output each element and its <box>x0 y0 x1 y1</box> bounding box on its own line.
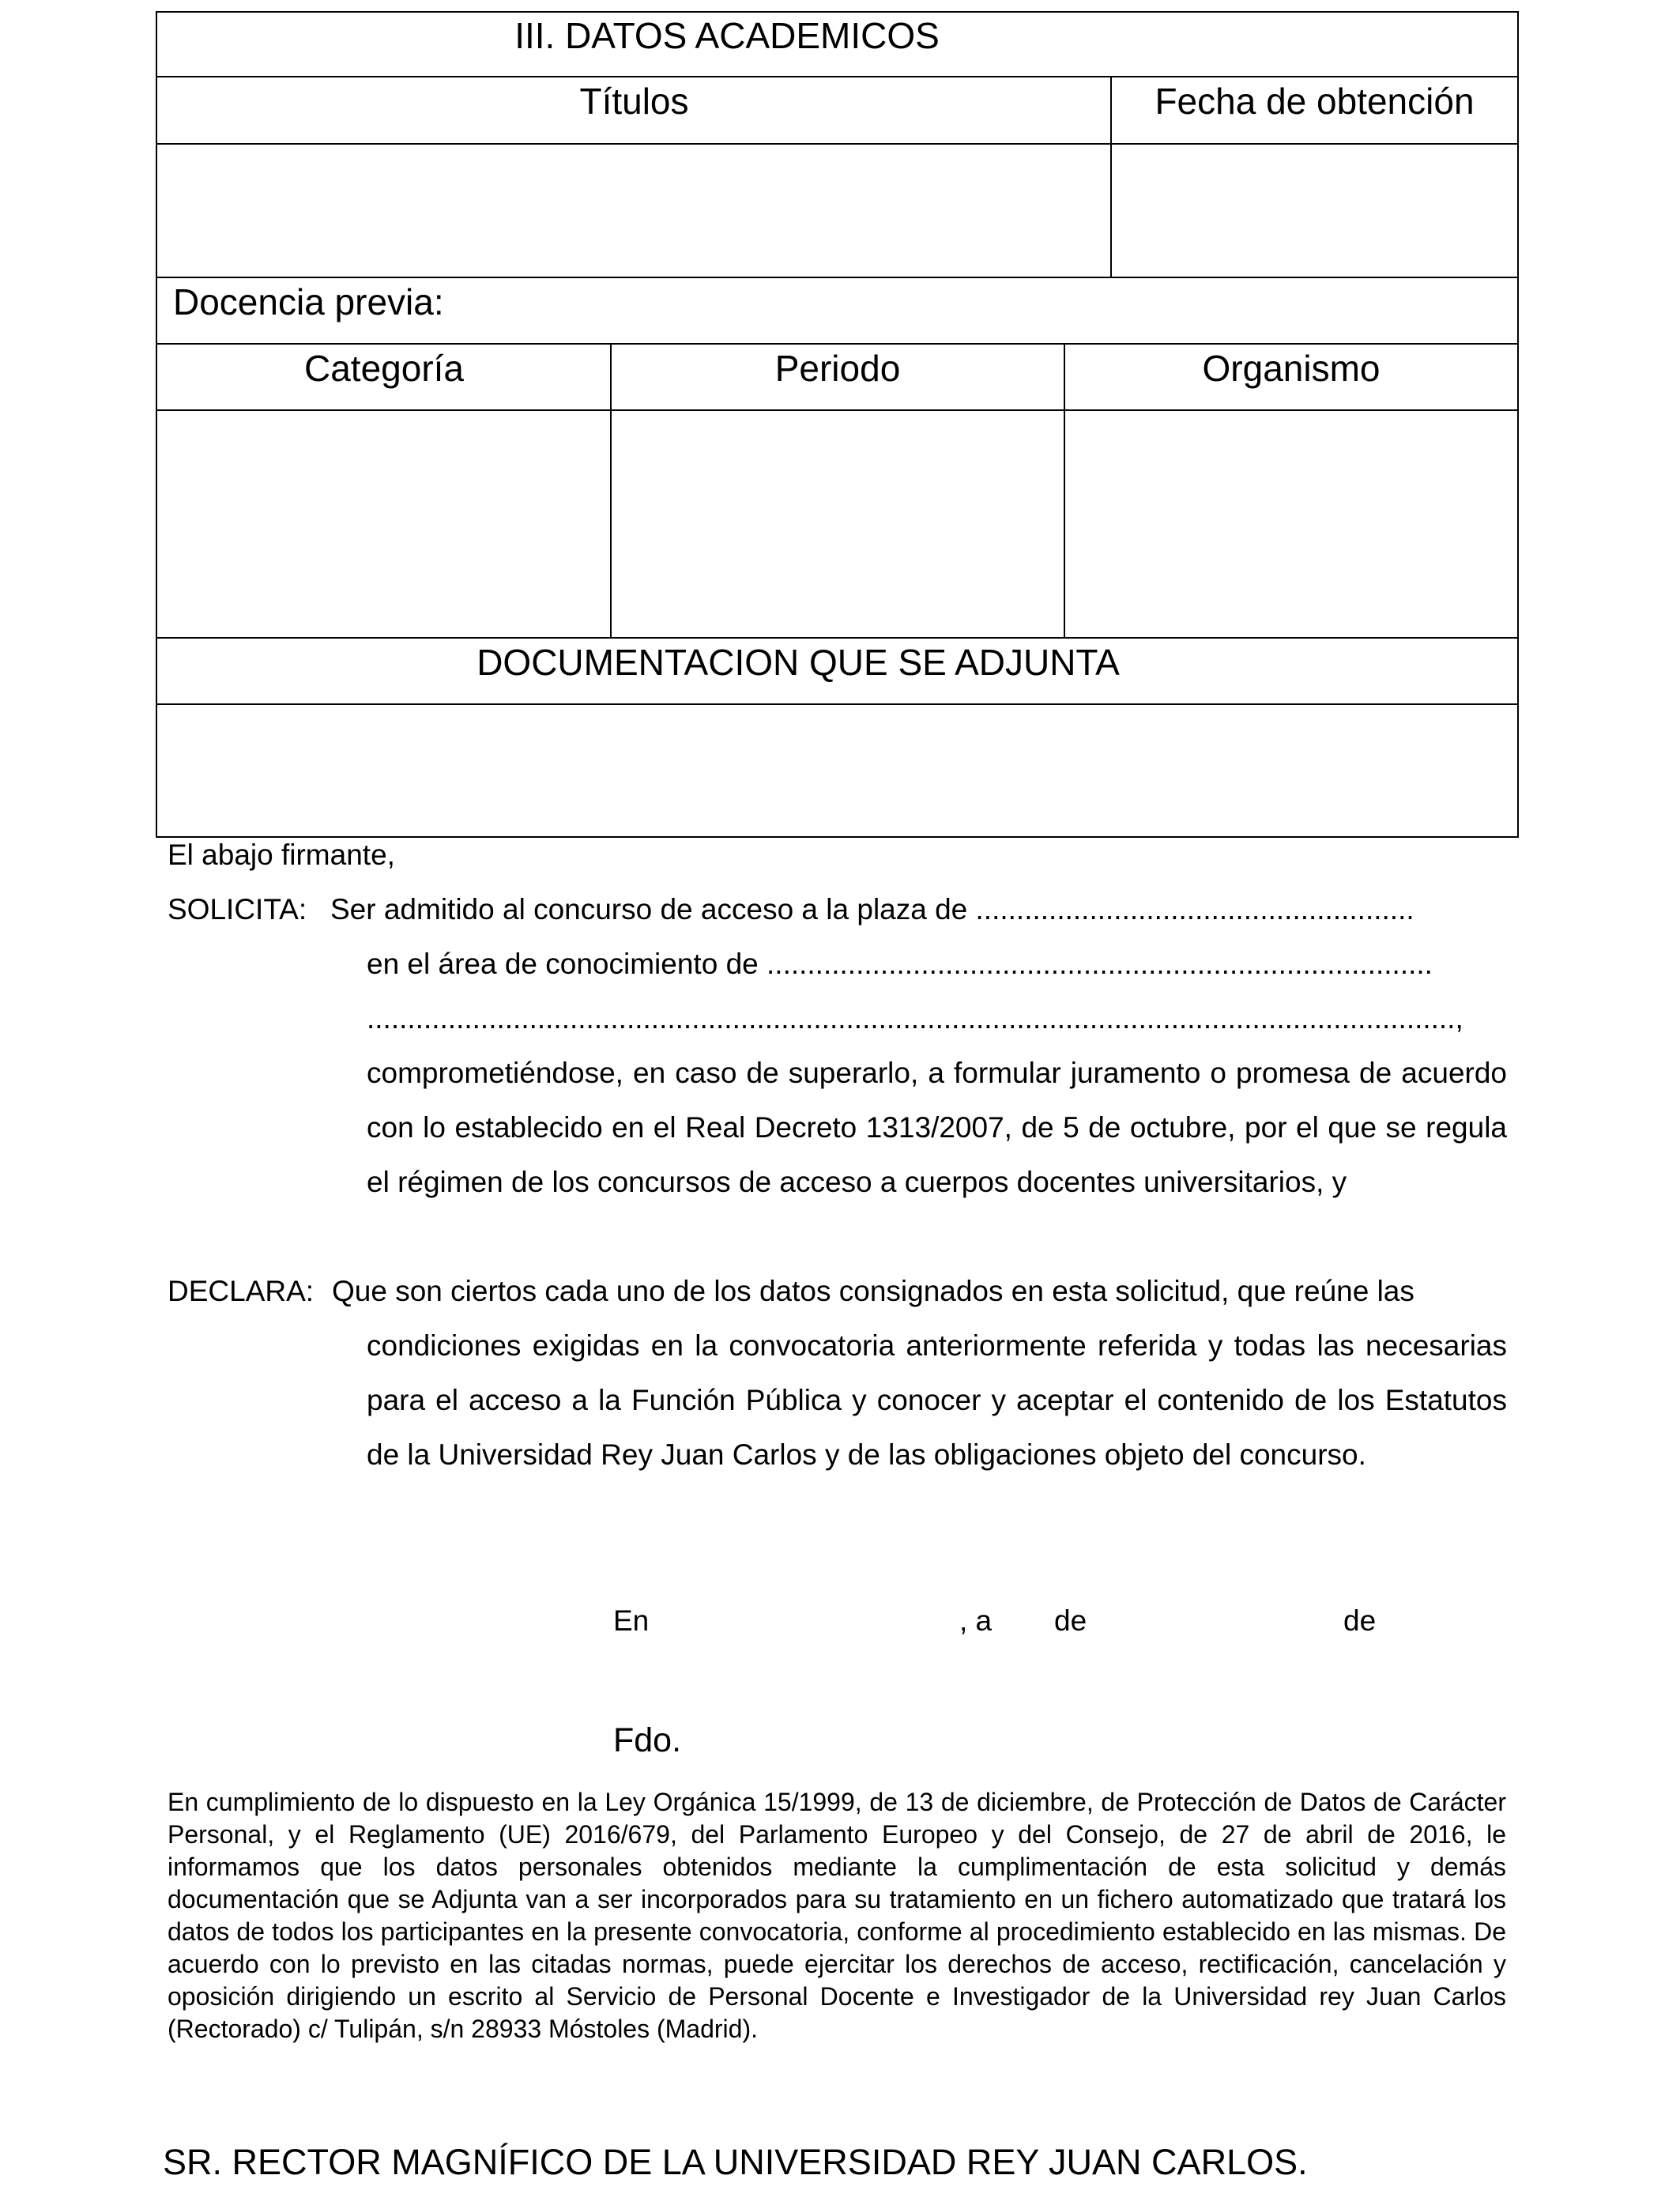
intro-text: El abajo firmante, <box>168 839 395 871</box>
documentacion-cell[interactable] <box>157 705 1517 836</box>
solicita-paragraph <box>367 1046 1507 1209</box>
date-a-label: , a <box>959 1604 993 1637</box>
declara-text: condiciones exigidas en la convocatoria anteriormente referida y todas las necesarias para el acceso a la Función Pública y conocer y aceptar el contenido de los Estatutos de la Universidad Rey Juan Carlos y de las obligaciones objeto del concurso. <box>367 1329 1507 1471</box>
table-rule <box>156 637 1519 639</box>
periodo-cell[interactable] <box>612 411 1064 637</box>
addressee: SR. RECTOR MAGNÍFICO DE LA UNIVERSIDAD REY JUAN CARLOS. <box>163 2142 1308 2182</box>
solicita-line-2: en el área de conocimiento de .................................................................................. <box>367 948 1433 980</box>
place-label: En <box>613 1604 650 1637</box>
solicita-line-3: ......................................................................................................................................, <box>367 1002 1463 1035</box>
docencia-previa-label: Docencia previa: <box>173 281 444 322</box>
col-header-organismo: Organismo <box>1202 348 1381 389</box>
section-title <box>158 13 1517 58</box>
data-protection-notice <box>168 1786 1506 2045</box>
declara-label: DECLARA: <box>168 1275 315 1307</box>
solicita-text: comprometiéndose, en caso de superarlo, a formular juramento o promesa de acuerdo con lo establecido en el Real Decreto 1313/2007, de 5 de octubre, por el que se regula el régimen de los concursos de acceso a cuerpos docentes universitarios, y <box>367 1057 1507 1198</box>
table-rule <box>156 277 1519 278</box>
col-header-periodo: Periodo <box>774 348 901 389</box>
col-header-titulos: Títulos <box>579 81 689 122</box>
place-field[interactable] <box>664 1600 956 1640</box>
fecha-cell[interactable] <box>1112 145 1517 277</box>
titulos-cell[interactable] <box>157 145 1110 277</box>
categoria-cell[interactable] <box>157 411 610 637</box>
date-de-label-2: de <box>1343 1604 1377 1637</box>
col-header-categoria: Categoría <box>303 348 464 389</box>
organismo-cell[interactable] <box>1065 411 1517 637</box>
signature-label: Fdo. <box>613 1721 682 1759</box>
section-title-text: III. DATOS ACADEMICOS <box>514 15 940 56</box>
solicita-label: SOLICITA: <box>168 893 307 925</box>
table-rule <box>156 343 1519 345</box>
table-border-top <box>156 11 1519 13</box>
documentacion-title: DOCUMENTACION QUE SE ADJUNTA <box>477 642 1120 683</box>
notice-text: En cumplimiento de lo dispuesto en la Ley Orgánica 15/1999, de 13 de diciembre, de Protección de Datos de Carácter Personal, y el Reglamento (UE) 2016/679, del Parlamento Europeo y del Consejo, de 27 de abril de 2016, le informamos que los datos personales obtenidos mediante la cumplimentación de esta solicitud y demás documentación que se Adjunta van a ser incorporados para su tratamiento en un fichero automatizado que tratará los datos de todos los participantes en la presente convocatoria, conforme al procedimiento establecido en las mismas. De acuerdo con lo previsto en las citadas normas, puede ejercitar los derechos de acceso, rectificación, cancelación y oposición dirigiendo un escrito al Servicio de Personal Docente e Investigador de la Universidad rey Juan Carlos (Rectorado) c/ Tulipán, s/n 28933 Móstoles (Madrid). <box>168 1788 1506 2043</box>
solicita-line-1: Ser admitido al concurso de acceso a la plaza de ...................................................... <box>330 893 1414 925</box>
declara-line-1: Que son ciertos cada uno de los datos consignados en esta solicitud, que reúne las <box>332 1275 1414 1307</box>
table-border-right <box>1517 11 1519 838</box>
date-de-label-1: de <box>1054 1604 1087 1637</box>
table-rule <box>156 76 1519 77</box>
declara-paragraph <box>367 1318 1507 1482</box>
col-header-fecha: Fecha de obtención <box>1155 81 1475 122</box>
